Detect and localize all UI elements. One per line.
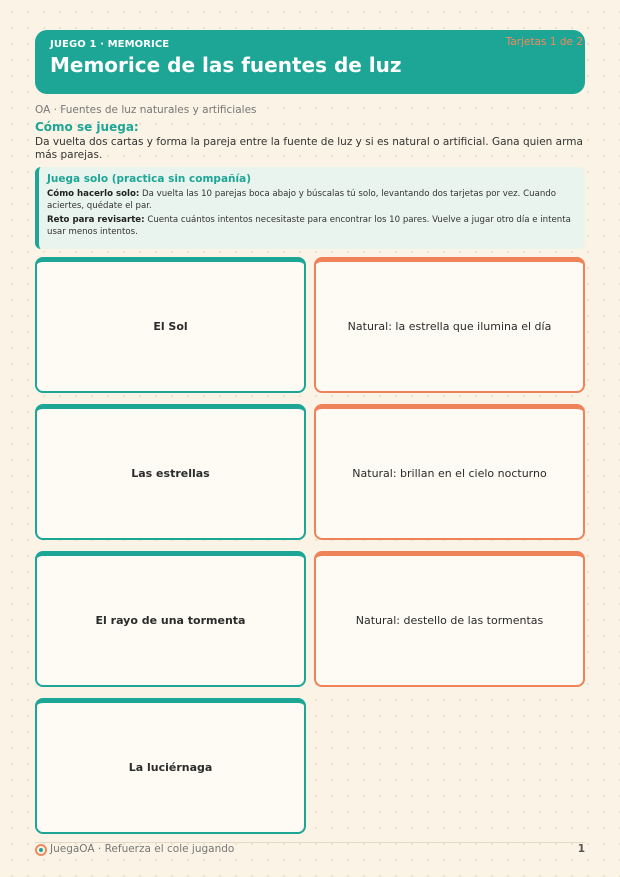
juegaoa-logo-icon xyxy=(35,844,47,856)
card-stars-answer[interactable] xyxy=(314,404,585,540)
page-number: 1 xyxy=(577,843,585,855)
how-to-play-text: Da vuelta dos cartas y forma la pareja entre la fuente de luz y si es natural o artificial. Gana quien arma más parejas. xyxy=(35,136,583,161)
solo-how-text: Da vuelta las 10 parejas boca abajo y búscalas tú solo, levantando dos tarjetas por vez. Cuando aciertes, quédate el par. xyxy=(47,189,557,211)
card-sun-answer[interactable] xyxy=(314,257,585,393)
solo-how-label: Cómo hacerlo solo: xyxy=(47,189,140,199)
learning-objective: OA · Fuentes de luz naturales y artificiales xyxy=(35,104,257,116)
cards-page-label: Tarjetas 1 de 2 xyxy=(505,36,583,48)
card-text: Natural: la estrella que ilumina el día xyxy=(347,320,552,333)
card-stars[interactable] xyxy=(35,404,306,540)
header-banner xyxy=(35,30,585,94)
solo-challenge-paragraph xyxy=(47,214,577,238)
solo-title: Juega solo (practica sin compañía) xyxy=(47,173,251,185)
card-text: Natural: brillan en el cielo nocturno xyxy=(352,467,547,480)
how-to-play-title: Cómo se juega: xyxy=(35,120,139,134)
card-text: Natural: destello de las tormentas xyxy=(355,614,544,627)
card-lightning[interactable] xyxy=(35,551,306,687)
card-firefly[interactable] xyxy=(35,698,306,834)
footer-brand: JuegaOA · Refuerza el cole jugando xyxy=(50,843,235,855)
solo-how-paragraph xyxy=(47,188,577,212)
card-text: El Sol xyxy=(153,320,188,333)
solo-challenge-label: Reto para revisarte: xyxy=(47,215,145,225)
page-title: Memorice de las fuentes de luz xyxy=(50,53,402,77)
solo-play-box xyxy=(35,167,585,249)
card-text: La luciérnaga xyxy=(128,761,213,774)
card-text: Las estrellas xyxy=(131,467,210,480)
solo-challenge-text: Cuenta cuántos intentos necesitaste para encontrar los 10 pares. Vuelve a jugar otro día e intenta usar menos intentos. xyxy=(47,215,571,237)
card-lightning-answer[interactable] xyxy=(314,551,585,687)
card-sun[interactable] xyxy=(35,257,306,393)
game-kicker: JUEGO 1 · MEMORICE xyxy=(50,39,170,50)
card-text: El rayo de una tormenta xyxy=(95,614,246,627)
